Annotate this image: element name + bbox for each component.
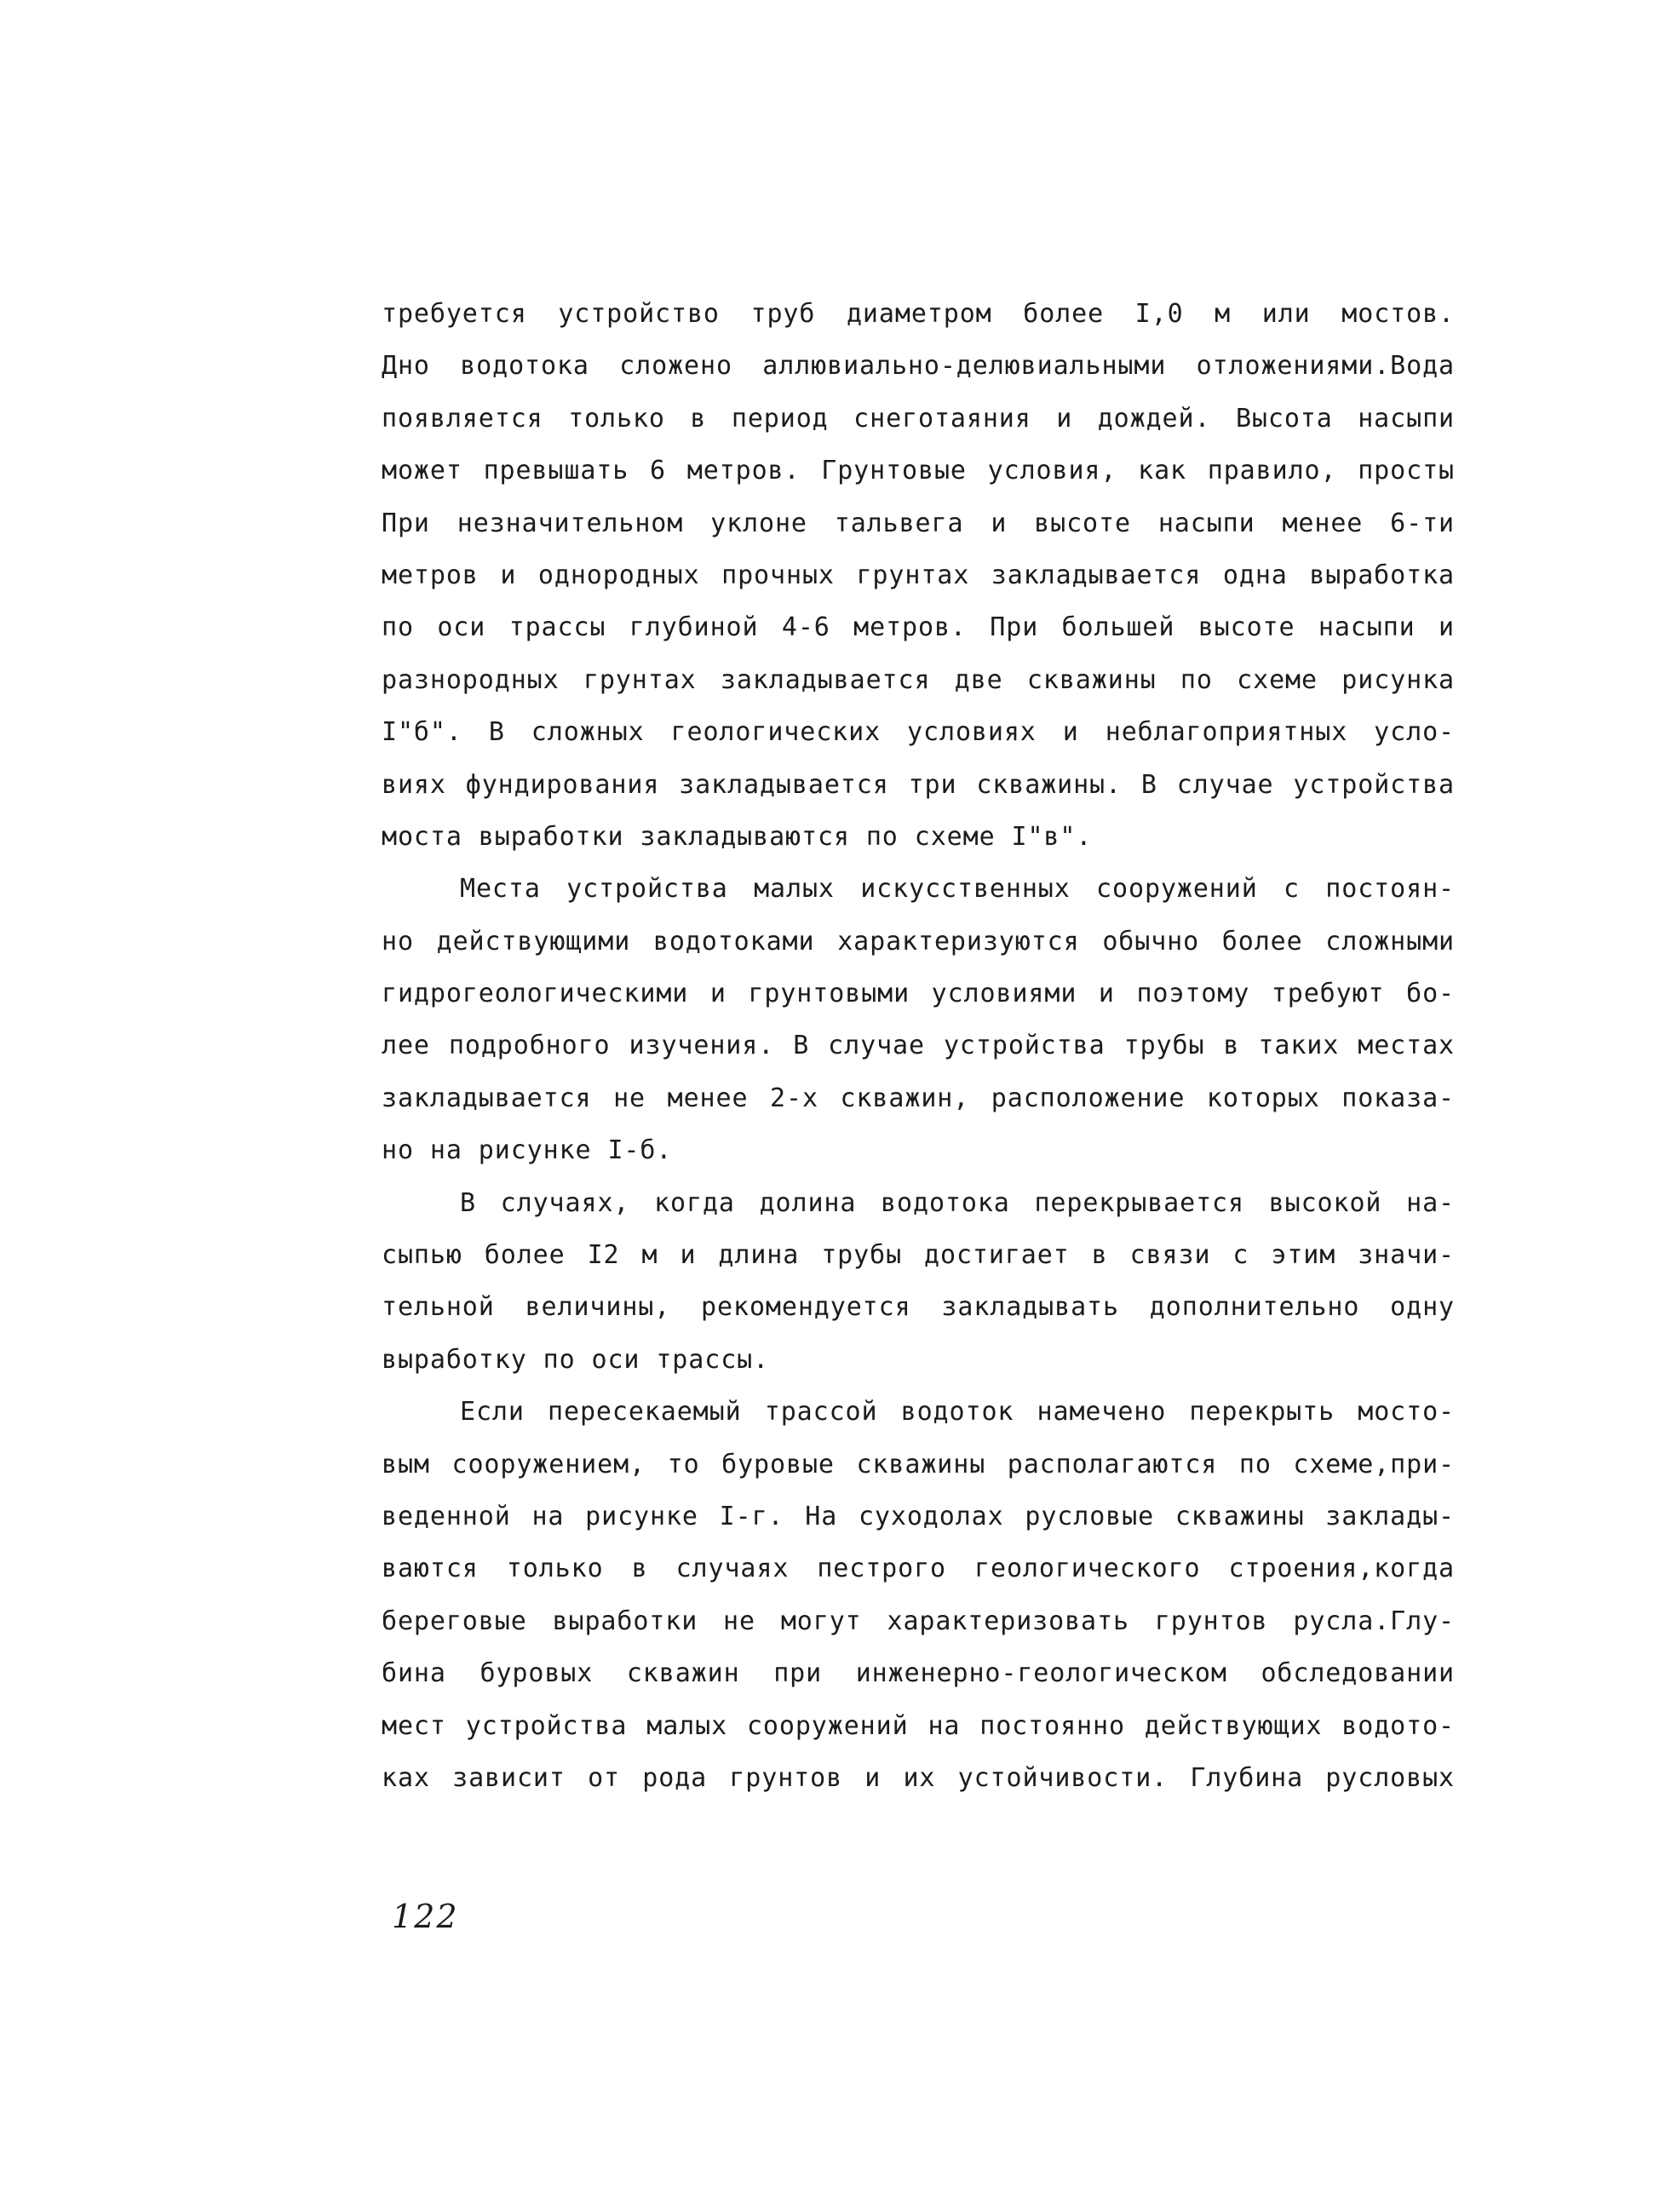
text-line: закладывается не менее 2-х скважин, расположение которых показа-	[382, 1083, 1455, 1113]
body-text	[382, 288, 1455, 1804]
text-line: моста выработки закладываются по схеме I"в".	[382, 821, 1093, 852]
paragraph	[382, 863, 1455, 1176]
text-line: разнородных грунтах закладывается две скважины по схеме рисунка	[382, 664, 1455, 695]
text-line: метров и однородных прочных грунтах закладывается одна выработка	[382, 560, 1455, 590]
text-line: Места устройства малых искусственных сооружений с постоян-	[460, 874, 1455, 905]
paragraph	[382, 288, 1455, 863]
text-line: бина буровых скважин при инженерно-геологическом обследовании	[382, 1658, 1455, 1689]
text-line: но на рисунке I-б.	[382, 1135, 673, 1166]
text-line: I"б". В сложных геологических условиях и неблагоприятных усло-	[382, 717, 1455, 748]
text-line: При незначительном уклоне тальвега и высоте насыпи менее 6-ти	[382, 508, 1455, 538]
text-line: гидрогеологическими и грунтовыми условиями и поэтому требуют бо-	[382, 979, 1455, 1009]
text-line: требуется устройство труб диаметром более I,0 м или мостов.	[382, 299, 1455, 329]
paragraph	[382, 1386, 1455, 1804]
text-line: но действующими водотоками характеризуются обычно более сложными	[382, 926, 1455, 957]
text-line: ках зависит от рода грунтов и их устойчивости. Глубина русловых	[382, 1762, 1455, 1793]
text-line: сыпью более I2 м и длина трубы достигает в связи с этим значи-	[382, 1240, 1455, 1271]
text-line: виях фундирования закладывается три скважины. В случае устройства	[382, 769, 1455, 800]
text-line: вым сооружением, то буровые скважины располагаются по схеме,при-	[382, 1449, 1455, 1479]
text-line: мест устройства малых сооружений на постоянно действующих водото-	[382, 1710, 1455, 1741]
text-line: ваются только в случаях пестрого геологического строения,когда	[382, 1554, 1455, 1584]
page-number: 122	[392, 1898, 459, 1935]
text-line: В случаях, когда долина водотока перекрывается высокой на-	[460, 1187, 1455, 1218]
text-line: веденной на рисунке I-г. На суходолах русловые скважины заклады-	[382, 1501, 1455, 1531]
text-line: Дно водотока сложено аллювиально-делювиальными отложениями.Вода	[382, 351, 1455, 382]
text-line: может превышать 6 метров. Грунтовые условия, как правило, просты	[382, 456, 1455, 486]
paragraph	[382, 1177, 1455, 1387]
text-line: выработку по оси трассы.	[382, 1344, 770, 1375]
text-line: по оси трассы глубиной 4-6 метров. При большей высоте насыпи и	[382, 612, 1455, 643]
text-line: Если пересекаемый трассой водоток намечено перекрыть мосто-	[460, 1397, 1455, 1428]
text-line: лее подробного изучения. В случае устройства трубы в таких местах	[382, 1031, 1455, 1061]
text-line: появляется только в период снеготаяния и дождей. Высота насыпи	[382, 403, 1455, 434]
text-line: береговые выработки не могут характеризовать грунтов русла.Глу-	[382, 1606, 1455, 1636]
text-line: тельной величины, рекомендуется закладывать дополнительно одну	[382, 1292, 1455, 1323]
